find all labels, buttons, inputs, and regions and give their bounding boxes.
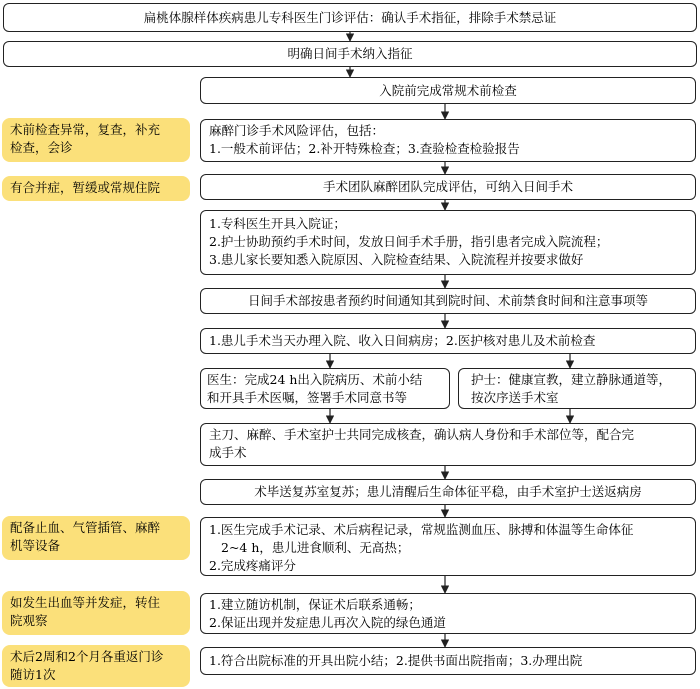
step-line: 和开具手术医嘱，签署手术同意书等 [207, 390, 408, 405]
step-line: 护士：健康宣教，建立静脉通道等， [471, 372, 672, 387]
step-text: 入院前完成常规术前检查 [379, 82, 517, 98]
note-line: 术后2周和2个月各重返门诊 [10, 649, 164, 664]
note-line: 配备止血、气管插管、麻醉 [10, 520, 161, 535]
step-line: 1.建立随访机制，保证术后联系通畅； [209, 597, 421, 612]
step-text: 明确日间手术纳入指征 [287, 46, 413, 61]
step-anesthesia-assessment [200, 119, 696, 162]
step-preop-exams [200, 77, 696, 104]
note-line: 术前检查异常，复查，补充 [10, 122, 161, 137]
step-line: 2.护士协助预约手术时间，发放日间手术手册，指引患者完成入院流程； [209, 234, 609, 249]
step-line: 按次序送手术室 [471, 390, 559, 405]
step-line: 成手术 [209, 445, 247, 460]
step-doctor-tasks [200, 368, 450, 409]
step-day-surgery-criteria [3, 41, 697, 67]
step-specialist-assessment [3, 3, 697, 32]
step-line: 2.完成疼痛评分 [209, 558, 296, 573]
note-line: 如发生出血等并发症，转住 [10, 595, 161, 610]
step-surgical-checklist [200, 423, 696, 466]
note-abnormal-preop [2, 118, 190, 162]
note-line: 有合并症，暂缓或常规住院 [10, 180, 161, 195]
step-text: 手术团队麻醉团队完成评估，可纳入日间手术 [322, 179, 573, 194]
step-line: 主刀、麻醉、手术室护士共同完成核查，确认病人身份和手术部位等，配合完 [209, 427, 635, 442]
note-comorbidity [2, 176, 190, 201]
step-team-evaluation [200, 174, 696, 200]
step-text: 术毕送复苏室复苏；患儿清醒后生命体征平稳，由手术室护士送返病房 [254, 484, 642, 499]
step-text: 日间手术部按患者预约时间通知其到院时间、术前禁食时间和注意事项等 [247, 293, 648, 308]
step-text: 扁桃体腺样体疾病患儿专科医生门诊评估：确认手术指征，排除手术禁忌证 [143, 9, 557, 25]
step-line: 麻醉门诊手术风险评估，包括： [209, 123, 385, 138]
note-line: 机等设备 [10, 538, 61, 553]
note-line: 检查，会诊 [10, 140, 73, 155]
step-text: 1.患儿手术当天办理入院、收入日间病房；2.医护核对患儿及术前检查 [209, 333, 596, 348]
step-surgery-day-admission [200, 328, 696, 354]
step-line: 3.患儿家长要知悉入院原因、入院检查结果、入院流程并按要求做好 [209, 252, 584, 267]
step-line: 1.专科医生开具入院证； [209, 216, 346, 231]
step-text: 1.符合出院标准的开具出院小结；2.提供书面出院指南；3.办理出院 [209, 653, 583, 668]
note-line: 院观察 [10, 613, 48, 628]
step-discharge [200, 647, 696, 675]
step-nurse-tasks [458, 368, 696, 409]
note-complication [2, 591, 190, 635]
step-line: 2.保证出现并发症患儿再次入院的绿色通道 [209, 615, 446, 630]
note-equipment [2, 516, 190, 560]
step-line: 医生：完成24 h出入院病历、术前小结 [207, 372, 423, 387]
step-line: 2~4 h，患儿进食顺利、无高热； [221, 540, 410, 555]
note-line: 随访1次 [10, 667, 56, 682]
note-follow-up-visits [2, 645, 190, 687]
step-line: 1.医生完成手术记录、术后病程记录，常规监测血压、脉搏和体温等生命体征 [209, 522, 634, 537]
step-postop-monitoring [200, 517, 696, 576]
step-line: 1.一般术前评估；2.补开特殊检查；3.查验检查检验报告 [209, 141, 520, 156]
step-recovery-room [200, 479, 696, 505]
step-follow-up-mechanism [200, 593, 696, 634]
step-admission-prep [200, 210, 696, 275]
step-notification [200, 288, 696, 314]
